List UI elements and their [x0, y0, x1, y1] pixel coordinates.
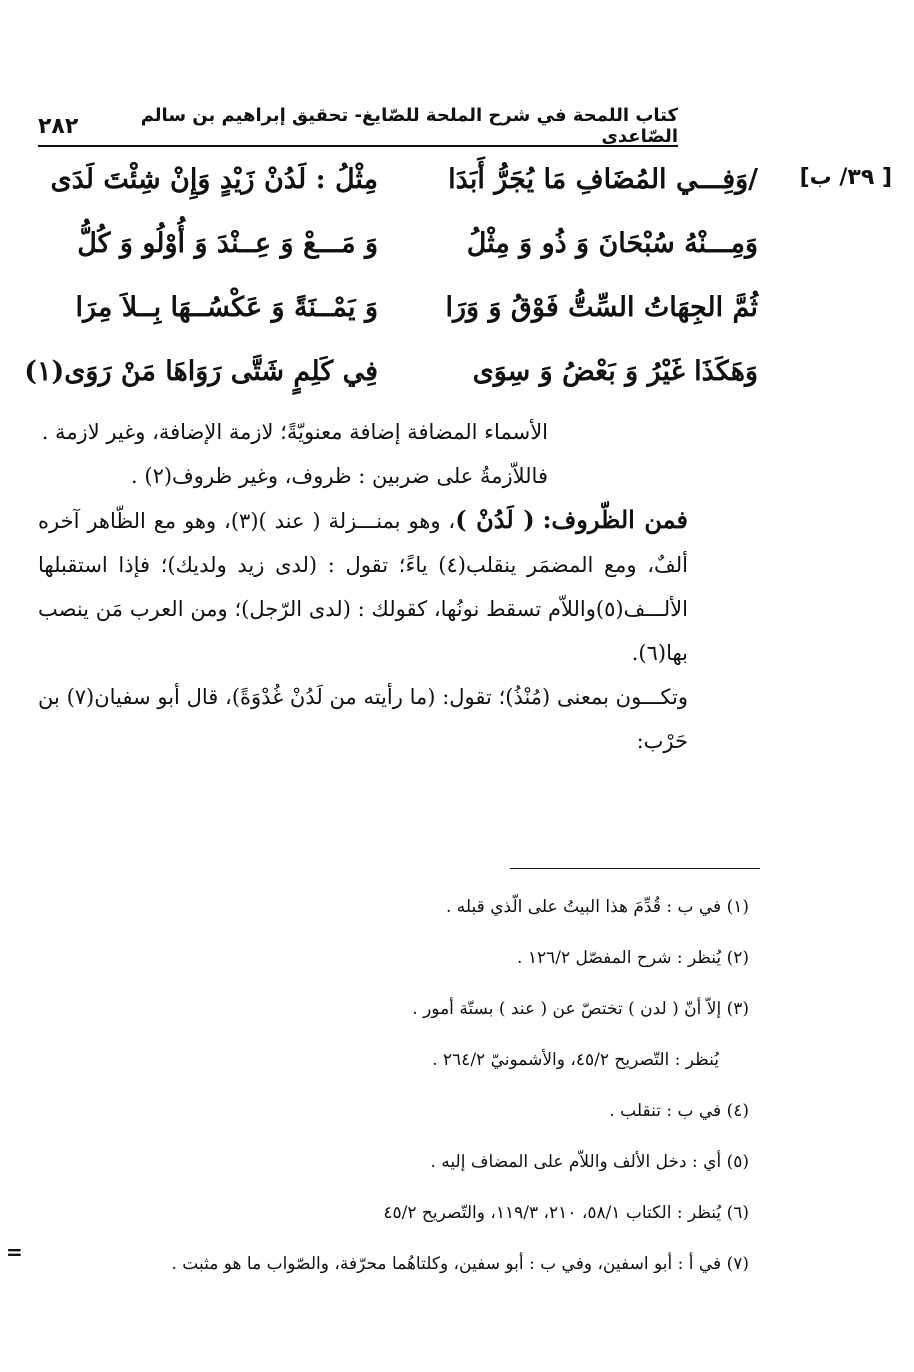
footnote-separator — [510, 868, 760, 869]
paragraph-4: وتكـــون بمعنى (مُنْذُ)؛ تقول: (ما رأيته من لَدُنْ غُدْوَةً)، قال أبو سفيان(٧) بن حَرْب: — [38, 685, 688, 753]
verse-4-first-hemistich: وَهَكَذَا غَيْرُ وَ بَعْضُ وَ سِوَى — [472, 356, 758, 387]
footnotes — [29, 882, 749, 1290]
verse-2-second-hemistich: وَ مَـــعْ وَ عِــنْدَ وَ أُوْلُو وَ كُلُّ — [77, 228, 378, 259]
footnote-3: (٣) إلاّ أنّ ( لدن ) تختصّ عن ( عند ) بستّة أمور . — [412, 999, 749, 1019]
verse-1-second-hemistich: مِثْلُ : لَدُنْ زَيْدٍ وَإِنْ شِئْتَ لَدَى — [50, 164, 378, 195]
verse-4-second-hemistich: فِي كَلِمٍ شَتَّى رَوَاهَا مَنْ رَوَى(١) — [24, 356, 378, 387]
edge-mark: = — [6, 1240, 23, 1264]
paragraph-3-lead: فمن الظّروف: — [542, 505, 689, 534]
verse-3-first-hemistich: ثُمَّ الجِهَاتُ السِّتُّ فَوْقُ وَ وَرَا — [445, 292, 758, 323]
verse-3 — [38, 280, 758, 344]
page-number: ٢٨٢ — [38, 113, 79, 139]
footnote-3-continuation: يُنظر : التّصريح ٤٥/٢، والأشمونيّ ٢٦٤/٢ . — [432, 1050, 719, 1070]
paragraph-3-text: ، وهو بمنـــزلة ( عند )(٣)، وهو مع الظّاهر آخره ألفٌ، ومع المضمَر ينقلب(٤) ياءً؛ تقول : (لدى زيد ولديك)؛ فإذا استقبلها الألـــف(٥)واللاّم تسقط نونُها، كقولك : (لدى الرّجل)؛ ومن العرب مَن ينصب بها(٦). — [38, 509, 688, 665]
verse-4 — [24, 344, 758, 408]
header-rule — [38, 145, 678, 147]
paragraph-3 — [38, 498, 758, 675]
footnote-7: (٧) في أ : أبو اسفين، وفي ب : أبو سفين، وكلتاهُما محرّفة، والصّواب ما هو مثبت . — [171, 1254, 749, 1274]
verse-3-second-hemistich: وَ يَمْــنَةً وَ عَكْسُــهَا بِــلاَ مِرَا — [75, 292, 378, 323]
paragraph-1: الأسماء المضافة إضافة معنويّةً؛ لازمة الإضافة، وغير لازمة . — [41, 420, 548, 444]
footnote-2: (٢) يُنظر : شرح المفصّل ١٢٦/٢ . — [517, 948, 749, 968]
commentary-text — [38, 410, 758, 763]
verse-1 — [38, 152, 758, 216]
footnote-5: (٥) أي : دخل الألف واللاّم على المضاف إليه . — [430, 1152, 749, 1172]
footnote-4: (٤) في ب : تنقلب . — [609, 1101, 749, 1121]
header-title: كتاب اللمحة في شرح الملحة للصّايغ- تحقيق إبراهيم بن سالم الصّاعدي — [140, 105, 678, 147]
running-header — [38, 105, 678, 147]
verse-1-first-hemistich: /وَفِـــي المُضَافِ مَا يُجَرُّ أَبَدَا — [448, 164, 758, 195]
paragraph-2: فاللاّزمةُ على ضربين : ظروف، وغير ظروف(٢) . — [131, 464, 548, 488]
verse-2 — [38, 216, 758, 280]
manuscript-folio-marker: [ ٣٩/ ب] — [799, 165, 892, 190]
verse-2-first-hemistich: وَمِـــنْهُ سُبْحَانَ وَ ذُو وَ مِثْلُ — [466, 228, 758, 259]
footnote-6: (٦) يُنظر : الكتاب ٥٨/١، ٢١٠، ١١٩/٣، والتّصريح ٤٥/٢ — [383, 1203, 749, 1223]
poem-block — [24, 152, 758, 408]
footnote-1: (١) في ب : قُدِّمَ هذا البيتُ على الّذي قبله . — [446, 897, 749, 917]
paragraph-3-ladun: ( لَدُنْ ) — [455, 505, 535, 534]
